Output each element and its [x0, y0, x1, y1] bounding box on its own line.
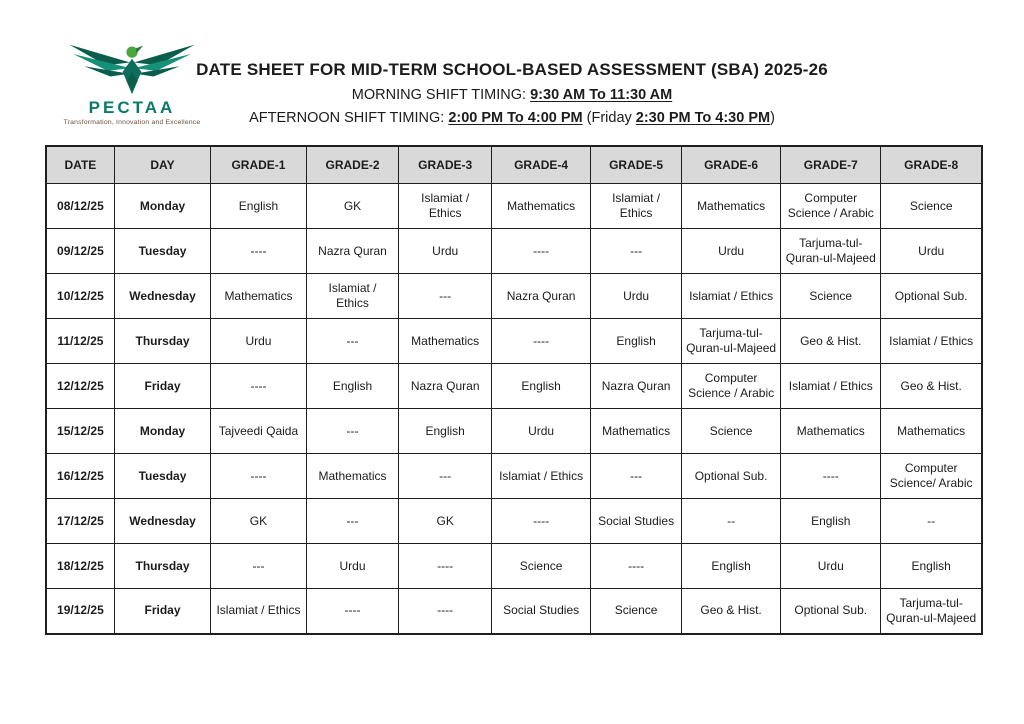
cell-grade-2: Urdu — [306, 544, 399, 589]
cell-grade-8: Optional Sub. — [881, 274, 982, 319]
cell-grade-6: Mathematics — [681, 184, 780, 229]
cell-grade-6: Computer Science / Arabic — [681, 364, 780, 409]
cell-grade-6: Tarjuma-tul-Quran-ul-Majeed — [681, 319, 780, 364]
cell-grade-8: -- — [881, 499, 982, 544]
cell-grade-7: Islamiat / Ethics — [781, 364, 881, 409]
cell-grade-2: Mathematics — [306, 454, 399, 499]
morning-shift-time: 9:30 AM To 11:30 AM — [530, 86, 673, 103]
afternoon-close: ) — [770, 109, 775, 126]
table-row — [46, 229, 982, 274]
logo-name: PECTAA — [88, 98, 176, 117]
cell-grade-2: ---- — [306, 589, 399, 634]
cell-grade-5: English — [591, 319, 682, 364]
column-header-grade-8: GRADE-8 — [881, 146, 982, 184]
table-header — [46, 146, 982, 184]
cell-grade-3: GK — [399, 499, 492, 544]
cell-grade-1: ---- — [211, 364, 306, 409]
date-sheet-table — [45, 145, 983, 635]
cell-grade-1: Mathematics — [211, 274, 306, 319]
cell-grade-5: --- — [591, 229, 682, 274]
morning-shift-line — [0, 85, 1024, 106]
cell-grade-2: Islamiat / Ethics — [306, 274, 399, 319]
cell-day: Friday — [114, 364, 210, 409]
cell-grade-4: ---- — [492, 229, 591, 274]
cell-grade-4: Social Studies — [492, 589, 591, 634]
cell-grade-4: Islamiat / Ethics — [492, 454, 591, 499]
cell-grade-4: English — [492, 364, 591, 409]
cell-grade-7: Optional Sub. — [781, 589, 881, 634]
column-header-day: DAY — [114, 146, 210, 184]
cell-grade-1: ---- — [211, 229, 306, 274]
cell-date: 10/12/25 — [46, 274, 114, 319]
cell-grade-1: Islamiat / Ethics — [211, 589, 306, 634]
cell-grade-8: Islamiat / Ethics — [881, 319, 982, 364]
cell-grade-7: Mathematics — [781, 409, 881, 454]
table-row — [46, 409, 982, 454]
cell-grade-4: ---- — [492, 499, 591, 544]
cell-grade-8: Computer Science/ Arabic — [881, 454, 982, 499]
cell-date: 16/12/25 — [46, 454, 114, 499]
cell-grade-8: Mathematics — [881, 409, 982, 454]
afternoon-shift-line — [0, 108, 1024, 129]
cell-grade-1: --- — [211, 544, 306, 589]
cell-grade-8: Tarjuma-tul-Quran-ul-Majeed — [881, 589, 982, 634]
cell-day: Thursday — [114, 544, 210, 589]
cell-grade-4: Urdu — [492, 409, 591, 454]
heading-block — [0, 58, 1024, 129]
logo-tagline: Transformation, Innovation and Excellence — [63, 118, 201, 126]
cell-grade-6: Islamiat / Ethics — [681, 274, 780, 319]
table-row — [46, 184, 982, 229]
cell-grade-6: English — [681, 544, 780, 589]
cell-grade-2: Nazra Quran — [306, 229, 399, 274]
cell-grade-5: Social Studies — [591, 499, 682, 544]
afternoon-friday-time: 2:30 PM To 4:30 PM — [635, 109, 771, 126]
afternoon-friday-open: (Friday — [582, 109, 636, 126]
table-row — [46, 544, 982, 589]
cell-date: 17/12/25 — [46, 499, 114, 544]
cell-grade-7: Geo & Hist. — [781, 319, 881, 364]
cell-grade-2: GK — [306, 184, 399, 229]
cell-grade-7: Urdu — [781, 544, 881, 589]
cell-grade-5: Mathematics — [591, 409, 682, 454]
cell-grade-3: --- — [399, 274, 492, 319]
column-header-grade-6: GRADE-6 — [681, 146, 780, 184]
cell-grade-5: ---- — [591, 544, 682, 589]
column-header-grade-4: GRADE-4 — [492, 146, 591, 184]
cell-day: Wednesday — [114, 499, 210, 544]
table-row — [46, 319, 982, 364]
table-header-row — [46, 146, 982, 184]
cell-grade-8: English — [881, 544, 982, 589]
cell-grade-5: --- — [591, 454, 682, 499]
cell-grade-2: --- — [306, 499, 399, 544]
cell-grade-3: --- — [399, 454, 492, 499]
cell-grade-1: ---- — [211, 454, 306, 499]
column-header-date: DATE — [46, 146, 114, 184]
cell-grade-3: Urdu — [399, 229, 492, 274]
cell-grade-1: Tajveedi Qaida — [211, 409, 306, 454]
afternoon-shift-time: 2:00 PM To 4:00 PM — [448, 109, 583, 126]
cell-grade-1: English — [211, 184, 306, 229]
cell-grade-7: ---- — [781, 454, 881, 499]
cell-grade-2: --- — [306, 319, 399, 364]
cell-grade-3: ---- — [399, 589, 492, 634]
table-row — [46, 274, 982, 319]
table-row — [46, 589, 982, 634]
cell-date: 09/12/25 — [46, 229, 114, 274]
cell-grade-7: Tarjuma-tul-Quran-ul-Majeed — [781, 229, 881, 274]
cell-date: 11/12/25 — [46, 319, 114, 364]
cell-day: Monday — [114, 409, 210, 454]
column-header-grade-3: GRADE-3 — [399, 146, 492, 184]
cell-grade-5: Islamiat / Ethics — [591, 184, 682, 229]
cell-grade-3: Islamiat / Ethics — [399, 184, 492, 229]
table-row — [46, 499, 982, 544]
cell-grade-4: ---- — [492, 319, 591, 364]
cell-date: 12/12/25 — [46, 364, 114, 409]
cell-date: 19/12/25 — [46, 589, 114, 634]
column-header-grade-2: GRADE-2 — [306, 146, 399, 184]
cell-grade-6: Optional Sub. — [681, 454, 780, 499]
cell-grade-5: Science — [591, 589, 682, 634]
cell-grade-6: Science — [681, 409, 780, 454]
cell-grade-3: ---- — [399, 544, 492, 589]
cell-grade-2: English — [306, 364, 399, 409]
cell-grade-3: Nazra Quran — [399, 364, 492, 409]
cell-day: Monday — [114, 184, 210, 229]
cell-grade-1: Urdu — [211, 319, 306, 364]
cell-grade-8: Science — [881, 184, 982, 229]
cell-day: Tuesday — [114, 229, 210, 274]
cell-day: Friday — [114, 589, 210, 634]
morning-shift-label: MORNING SHIFT TIMING: — [351, 86, 531, 103]
cell-grade-6: Geo & Hist. — [681, 589, 780, 634]
table-body — [46, 184, 982, 634]
table-row — [46, 454, 982, 499]
cell-grade-5: Urdu — [591, 274, 682, 319]
column-header-grade-7: GRADE-7 — [781, 146, 881, 184]
cell-grade-6: Urdu — [681, 229, 780, 274]
cell-grade-8: Geo & Hist. — [881, 364, 982, 409]
cell-grade-4: Nazra Quran — [492, 274, 591, 319]
cell-date: 08/12/25 — [46, 184, 114, 229]
cell-grade-2: --- — [306, 409, 399, 454]
cell-grade-6: -- — [681, 499, 780, 544]
cell-grade-8: Urdu — [881, 229, 982, 274]
cell-day: Tuesday — [114, 454, 210, 499]
cell-grade-5: Nazra Quran — [591, 364, 682, 409]
cell-grade-7: English — [781, 499, 881, 544]
cell-grade-1: GK — [211, 499, 306, 544]
cell-day: Thursday — [114, 319, 210, 364]
cell-grade-3: Mathematics — [399, 319, 492, 364]
cell-date: 18/12/25 — [46, 544, 114, 589]
table-row — [46, 364, 982, 409]
cell-grade-7: Science — [781, 274, 881, 319]
column-header-grade-1: GRADE-1 — [211, 146, 306, 184]
cell-grade-3: English — [399, 409, 492, 454]
cell-grade-4: Mathematics — [492, 184, 591, 229]
afternoon-shift-label: AFTERNOON SHIFT TIMING: — [249, 109, 449, 126]
column-header-grade-5: GRADE-5 — [591, 146, 682, 184]
cell-date: 15/12/25 — [46, 409, 114, 454]
cell-grade-4: Science — [492, 544, 591, 589]
cell-grade-7: Computer Science / Arabic — [781, 184, 881, 229]
page-title: DATE SHEET FOR MID-TERM SCHOOL-BASED ASSESSMENT (SBA) 2025-26 — [196, 60, 828, 79]
cell-day: Wednesday — [114, 274, 210, 319]
